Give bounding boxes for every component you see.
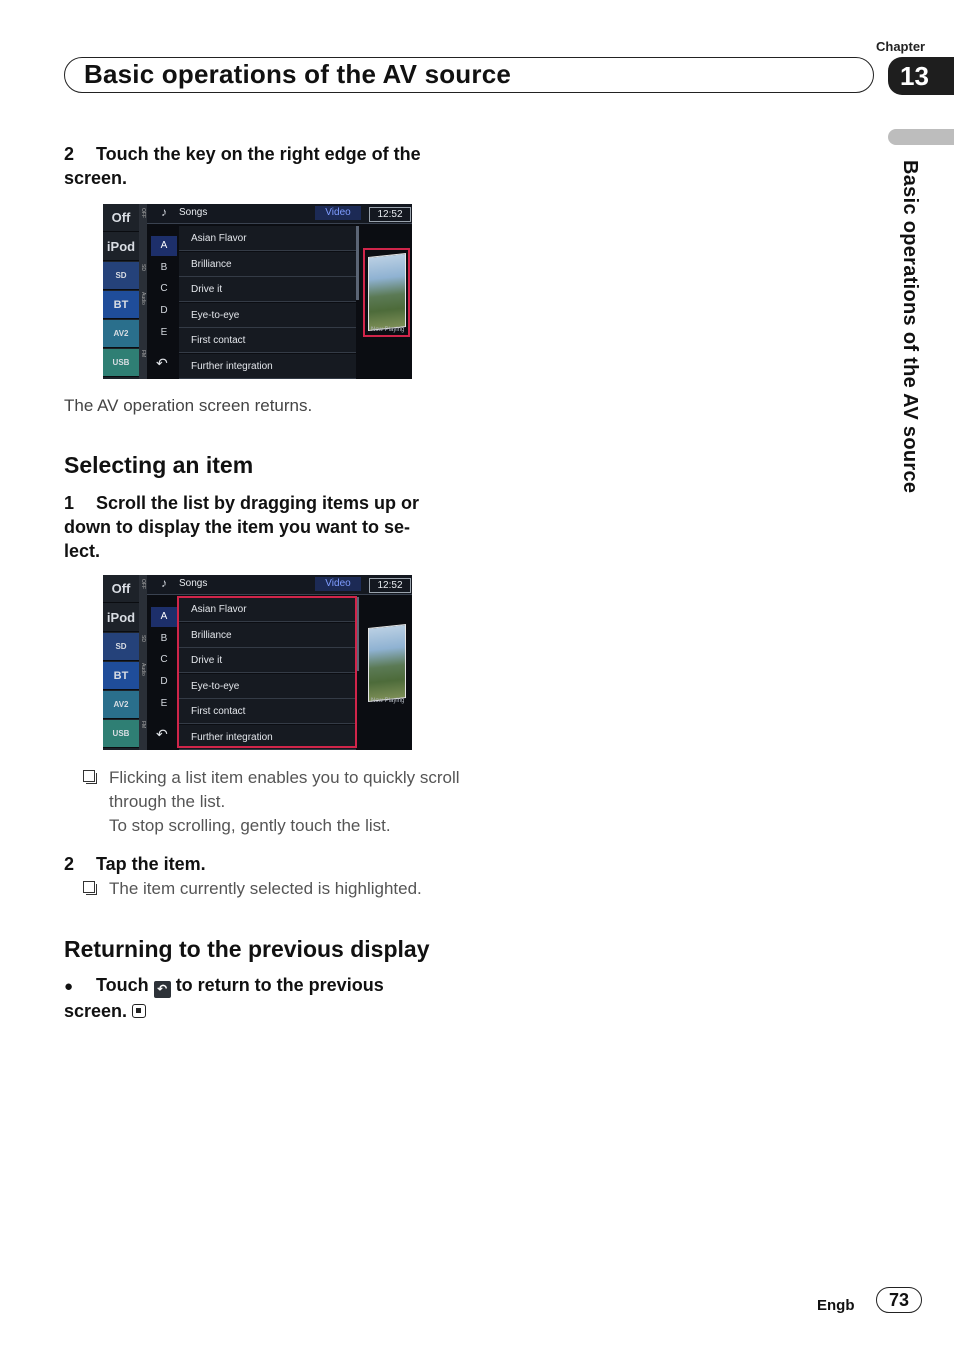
source-tag-audio: Audio — [140, 292, 146, 305]
note-highlighted — [109, 877, 449, 901]
chapter-number: 13 — [888, 57, 954, 95]
source-tag-off: OFF — [140, 579, 146, 589]
index-letter-a[interactable]: A — [151, 607, 177, 627]
back-icon[interactable]: ↶ — [156, 355, 168, 371]
index-letter-c[interactable]: C — [160, 283, 168, 294]
note-text: To stop scrolling, gently touch the list. — [109, 816, 391, 835]
song-list — [179, 224, 356, 379]
step-number: 2 — [64, 144, 75, 164]
step-text: Scroll the list by dragging items up or down to display the item you want to se-lect. — [64, 493, 420, 561]
list-item[interactable]: Drive it — [179, 277, 356, 302]
language-label: Engb — [817, 1297, 855, 1314]
source-sd-button[interactable]: SD — [103, 633, 139, 661]
bullet-icon: ● — [64, 978, 74, 995]
source-tag-audio: Audio — [140, 663, 146, 676]
step-text: Tap the item. — [96, 854, 206, 874]
now-playing-label: Now Playing — [371, 327, 405, 333]
highlight-frame — [363, 248, 410, 337]
note-checkbox-icon — [83, 770, 95, 782]
index-letter-a[interactable]: A — [151, 236, 177, 256]
step-number: 2 — [64, 854, 75, 874]
list-item[interactable]: Drive it — [179, 648, 356, 673]
source-av2-button[interactable]: AV2 — [103, 320, 139, 348]
result-text: The AV operation screen returns. — [64, 396, 313, 415]
music-note-icon: ♪ — [161, 205, 167, 219]
video-tab[interactable]: Video — [315, 577, 361, 591]
list-item[interactable]: Asian Flavor — [179, 226, 356, 251]
step-number: 1 — [64, 493, 75, 513]
list-scrollbar[interactable] — [356, 226, 359, 300]
source-ipod-button[interactable]: iPod — [103, 233, 139, 261]
back-icon[interactable]: ↶ — [156, 726, 168, 742]
source-usb-button[interactable]: USB — [103, 349, 139, 377]
index-letter-b[interactable]: B — [160, 633, 168, 644]
note-checkbox-icon — [83, 881, 95, 893]
instruction-text-before: Touch — [96, 975, 149, 995]
index-letter-d[interactable]: D — [160, 676, 168, 687]
page-title: Basic operations of the AV source — [84, 59, 512, 89]
step-2-tap-instruction — [64, 852, 454, 876]
note-flicking — [109, 766, 469, 838]
list-item[interactable]: Brilliance — [179, 252, 356, 277]
list-item[interactable]: Eye-to-eye — [179, 674, 356, 699]
side-title: Basic operations of the AV source — [899, 160, 921, 494]
source-column — [103, 575, 139, 750]
bluetooth-icon[interactable]: BT — [103, 291, 139, 319]
index-letter-e[interactable]: E — [160, 327, 168, 338]
list-item[interactable]: First contact — [179, 328, 356, 353]
source-tag-sd: SD — [140, 264, 146, 271]
heading-returning: Returning to the previous display — [64, 936, 430, 962]
source-ipod-button[interactable]: iPod — [103, 604, 139, 632]
source-tag-fm: FM — [140, 721, 146, 729]
back-icon: ↶ — [154, 981, 171, 998]
highlight-frame — [177, 596, 357, 748]
bullet-instruction — [64, 973, 424, 1023]
now-playing-label: Now Playing — [371, 698, 405, 704]
side-tab — [888, 129, 954, 145]
index-letter-c[interactable]: C — [160, 654, 168, 665]
page-number: 73 — [876, 1287, 922, 1313]
clock: 12:52 — [369, 207, 411, 222]
source-tag-off: OFF — [140, 208, 146, 218]
list-item[interactable]: Further integration — [179, 354, 356, 379]
list-item[interactable]: Brilliance — [179, 623, 356, 648]
music-note-icon: ♪ — [161, 576, 167, 590]
instruction-text-after: to return to the previous screen. — [64, 975, 384, 1021]
bluetooth-icon[interactable]: BT — [103, 662, 139, 690]
clock: 12:52 — [369, 578, 411, 593]
source-tag-fm: FM — [140, 350, 146, 358]
source-av2-button[interactable]: AV2 — [103, 691, 139, 719]
source-tag-sd: SD — [140, 635, 146, 642]
index-letter-d[interactable]: D — [160, 305, 168, 316]
list-item[interactable]: First contact — [179, 699, 356, 724]
album-art-thumbnail — [368, 624, 406, 702]
source-off-button[interactable]: Off — [103, 575, 139, 603]
source-sd-button[interactable]: SD — [103, 262, 139, 290]
now-playing-key[interactable] — [365, 622, 407, 707]
source-column — [103, 204, 139, 379]
step-2-instruction — [64, 142, 454, 190]
av-list-screenshot-2 — [103, 575, 412, 750]
list-category-label: Songs — [179, 207, 208, 218]
av-list-screenshot-1 — [103, 204, 412, 379]
heading-selecting-item: Selecting an item — [64, 452, 254, 478]
end-mark-icon — [132, 1004, 146, 1018]
list-item[interactable]: Further integration — [179, 725, 356, 750]
note-text: The item currently selected is highlighted. — [109, 879, 422, 898]
source-usb-button[interactable]: USB — [103, 720, 139, 748]
step-1-instruction — [64, 491, 434, 563]
screen-top-bar — [147, 204, 412, 224]
note-text: Flicking a list item enables you to quickly scroll through the list. — [109, 768, 460, 811]
step-text: Touch the key on the right edge of the screen. — [64, 144, 421, 188]
source-tag-strip — [139, 204, 147, 379]
list-category-label: Songs — [179, 578, 208, 589]
list-item[interactable]: Eye-to-eye — [179, 303, 356, 328]
chapter-label: Chapter — [876, 39, 926, 54]
index-letter-e[interactable]: E — [160, 698, 168, 709]
video-tab[interactable]: Video — [315, 206, 361, 220]
screen-top-bar — [147, 575, 412, 595]
index-letter-b[interactable]: B — [160, 262, 168, 273]
source-tag-strip — [139, 575, 147, 750]
source-off-button[interactable]: Off — [103, 204, 139, 232]
list-item[interactable]: Asian Flavor — [179, 597, 356, 622]
